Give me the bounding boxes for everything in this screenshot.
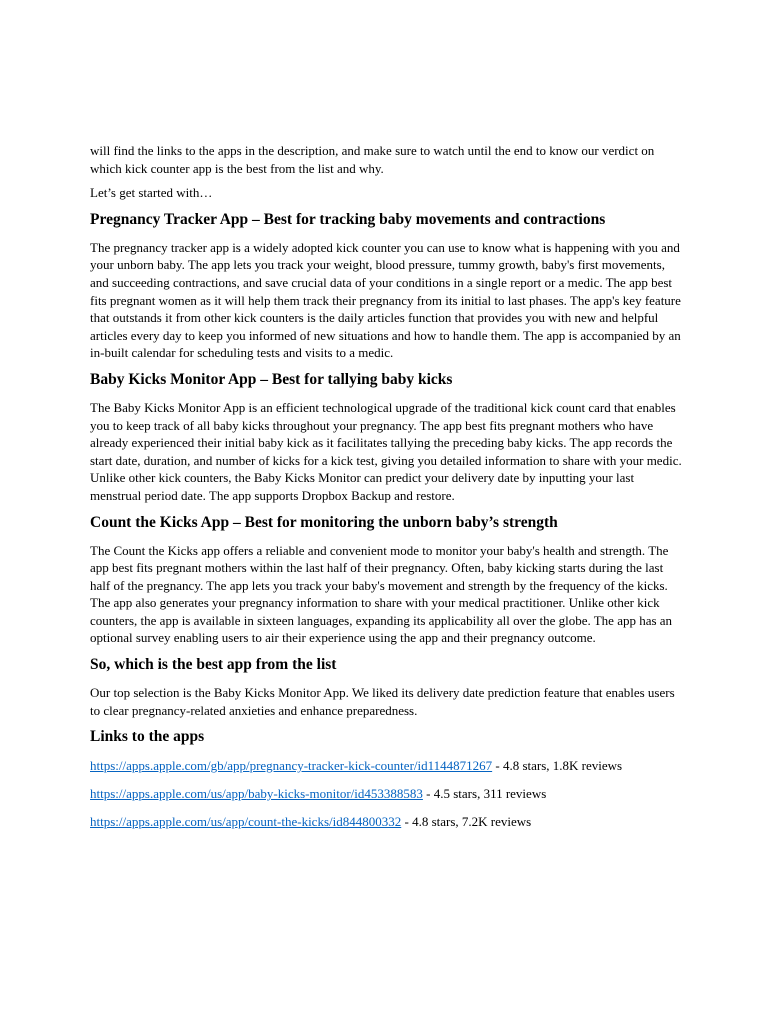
section-body-baby-kicks-monitor: The Baby Kicks Monitor App is an efficient technological upgrade of the traditional kick count card that enables you to keep track of all baby kicks throughout your pregnancy. The app best fits pregnant mothers who have already experienced their initial baby kick as it facilitates tallying the preceding baby kicks. The app records the start date, duration, and number of kicks for a kick test, giving you detailed information to share with your medic. Unlike other kick counters, the Baby Kicks Monitor can predict your delivery date by inputting your last menstrual period date. The app supports Dropbox Backup and restore.: [90, 399, 682, 503]
app-link-row-pregnancy-tracker: [90, 756, 682, 776]
section-body-best-app: Our top selection is the Baby Kicks Monitor App. We liked its delivery date prediction feature that enables users to clear pregnancy-related anxieties and enhance preparedness.: [90, 685, 675, 718]
intro-lead-in: Let’s get started with…: [90, 185, 213, 201]
pregnancy-tracker-link[interactable]: https://apps.apple.com/gb/app/pregnancy-tracker-kick-counter/id1144871267: [90, 758, 493, 774]
section-heading-baby-kicks-monitor: Baby Kicks Monitor App – Best for tallying baby kicks: [90, 370, 453, 388]
app-link-row-count-the-kicks: [90, 812, 682, 832]
baby-kicks-monitor-rating: - 4.5 stars, 311 reviews: [422, 786, 547, 802]
intro-paragraph: will find the links to the apps in the description, and make sure to watch until the end to know our verdict on which kick counter app is the best from the list and why.: [90, 143, 655, 176]
baby-kicks-monitor-link[interactable]: https://apps.apple.com/us/app/baby-kicks-monitor/id453388583: [90, 786, 423, 802]
section-body-pregnancy-tracker: The pregnancy tracker app is a widely adopted kick counter you can use to know what is happening with you and your unborn baby. The app lets you track your weight, blood pressure, tummy growth, baby's first movements, and succeeding contractions, and save crucial data of your conditions in a single report or a medic. The app best fits pregnant women as it will help them track their pregnancy from its initial to last phases. The app's key feature that outstands it from other kick counters is the daily articles function that provides you with new and helpful articles every day to keep you informed of new situations and how to handle them. The app is accompanied by an in-built calendar for scheduling tests and visits to a medic.: [90, 239, 681, 361]
links-heading: Links to the apps: [90, 728, 205, 746]
section-heading-count-the-kicks: Count the Kicks App – Best for monitoring the unborn baby’s strength: [90, 513, 558, 531]
section-heading-pregnancy-tracker: Pregnancy Tracker App – Best for tracking baby movements and contractions: [90, 210, 606, 228]
document-page: [90, 142, 682, 840]
section-body-count-the-kicks: The Count the Kicks app offers a reliable and convenient mode to monitor your baby's health and strength. The app best fits pregnant mothers within the last half of their pregnancy. Often, baby kicking starts during the last half of the pregnancy. The app lets you track your baby's movement and strength by the frequency of the kicks. The app also generates your pregnancy information to share with your medical practitioner. Unlike other kick counters, the app is available in sixteen languages, expanding its applicability all over the globe. The app has an optional survey enabling users to air their experience using the app and their pregnancy outcome.: [90, 542, 673, 646]
count-the-kicks-link[interactable]: https://apps.apple.com/us/app/count-the-kicks/id844800332: [90, 814, 402, 830]
app-link-row-baby-kicks-monitor: [90, 784, 682, 804]
count-the-kicks-rating: - 4.8 stars, 7.2K reviews: [401, 814, 532, 830]
section-heading-best-app: So, which is the best app from the list: [90, 656, 337, 674]
pregnancy-tracker-rating: - 4.8 stars, 1.8K reviews: [492, 758, 623, 774]
